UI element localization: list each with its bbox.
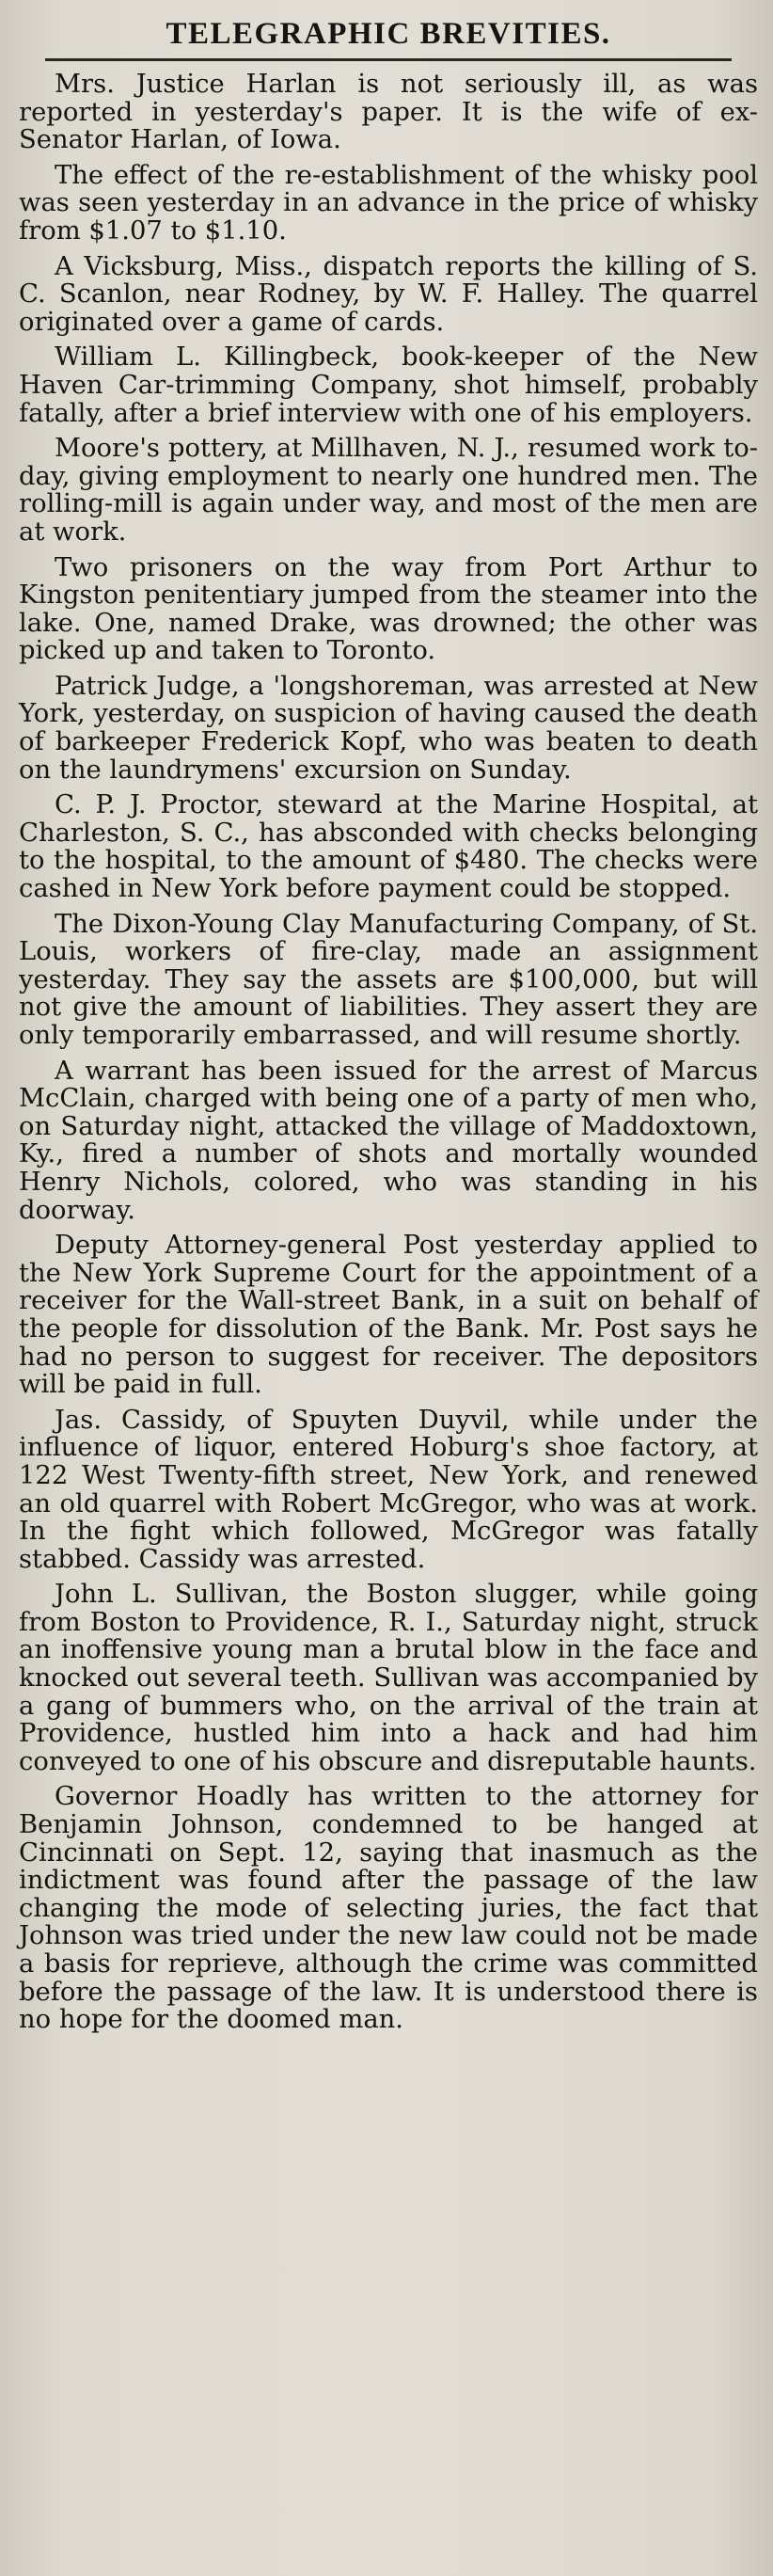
news-item-cassidy: Jas. Cassidy, of Spuyten Duyvil, while under the influence of liquor, entered Hoburg's shoe factory, at 122 West Twenty-fifth street, New York, and renewed an old quarrel with Robert McGregor, who was at work. In the fight which followed, McGregor was fatally stabbed. Cassidy was arrested. xyxy=(19,1405,758,1574)
news-item-wall-street-bank: Deputy Attorney-general Post yesterday applied to the New York Supreme Court for the appointment of a receiver for the Wall-street Bank, in a suit on behalf of the people for dissolution of the Bank. Mr. Post says he had no person to suggest for receiver. The depositors will be paid in full. xyxy=(19,1231,758,1400)
news-item-patrick-judge: Patrick Judge, a 'longshoreman, was arrested at New York, yesterday, on suspicion of having caused the death of barkeeper Frederick Kopf, who was beaten to death on the laundrymens' excursion on Sunday. xyxy=(19,671,758,785)
news-item-sullivan: John L. Sullivan, the Boston slugger, while going from Boston to Providence, R. I., Saturday night, struck an inoffensive young man a brutal blow in the face and knocked out several teeth. Sullivan was accompanied by a gang of bummers who, on the arrival of the train at Providence, hustled him into a hack and had him conveyed to one of his obscure and disreputable haunts. xyxy=(19,1580,758,1776)
news-item-mcclain: A warrant has been issued for the arrest of Marcus McClain, charged with being one of a party of men who, on Saturday night, attacked the village of Maddoxtown, Ky., fired a number of shots and mortally wounded Henry Nichols, colored, who was standing in his doorway. xyxy=(19,1056,758,1225)
news-item-hoadly: Governor Hoadly has written to the attorney for Benjamin Johnson, condemned to be hanged at Cincinnati on Sept. 12, saying that inasmuch as the indictment was found after the passage of the law changing the mode of selecting juries, the fact that Johnson was tried under the new law could not be made a basis for reprieve, although the crime was committed before the passage of the law. It is understood there is no hope for the doomed man. xyxy=(19,1782,758,2035)
news-item-moores-pottery: Moore's pottery, at Millhaven, N. J., resumed work to-day, giving employment to nearly one hundred men. The rolling-mill is again under way, and most of the men are at work. xyxy=(19,434,758,547)
article-list xyxy=(19,71,758,2034)
news-item-harlan: Mrs. Justice Harlan is not seriously ill, as was reported in yesterday's paper. It is the wife of ex-Senator Harlan, of Iowa. xyxy=(19,70,758,155)
news-item-whisky-pool: The effect of the re-establishment of the whisky pool was seen yesterday in an advance in the price of whisky from $1.07 to $1.10. xyxy=(19,160,758,246)
column-headline: TELEGRAPHIC BREVITIES. xyxy=(166,17,611,51)
headline-rule xyxy=(45,58,732,61)
news-item-proctor: C. P. J. Proctor, steward at the Marine Hospital, at Charleston, S. C., has absconded with checks belonging to the hospital, to the amount of $480. The checks were cashed in New York before payment could be stopped. xyxy=(19,790,758,904)
news-item-killingbeck: William L. Killingbeck, book-keeper of the New Haven Car-trimming Company, shot himself, probably fatally, after a brief interview with one of his employers. xyxy=(19,342,758,428)
news-item-dixon-young: The Dixon-Young Clay Manufacturing Company, of St. Louis, workers of fire-clay, made an assignment yesterday. They say the assets are $100,000, but will not give the amount of liabilities. They assert they are only temporarily embarrassed, and will resume shortly. xyxy=(19,909,758,1050)
news-item-prisoners: Two prisoners on the way from Port Arthur to Kingston penitentiary jumped from the steamer into the lake. One, named Drake, was drowned; the other was picked up and taken to Toronto. xyxy=(19,552,758,666)
news-item-vicksburg: A Vicksburg, Miss., dispatch reports the killing of S. C. Scanlon, near Rodney, by W. F. Halley. The quarrel originated over a game of cards. xyxy=(19,251,758,337)
